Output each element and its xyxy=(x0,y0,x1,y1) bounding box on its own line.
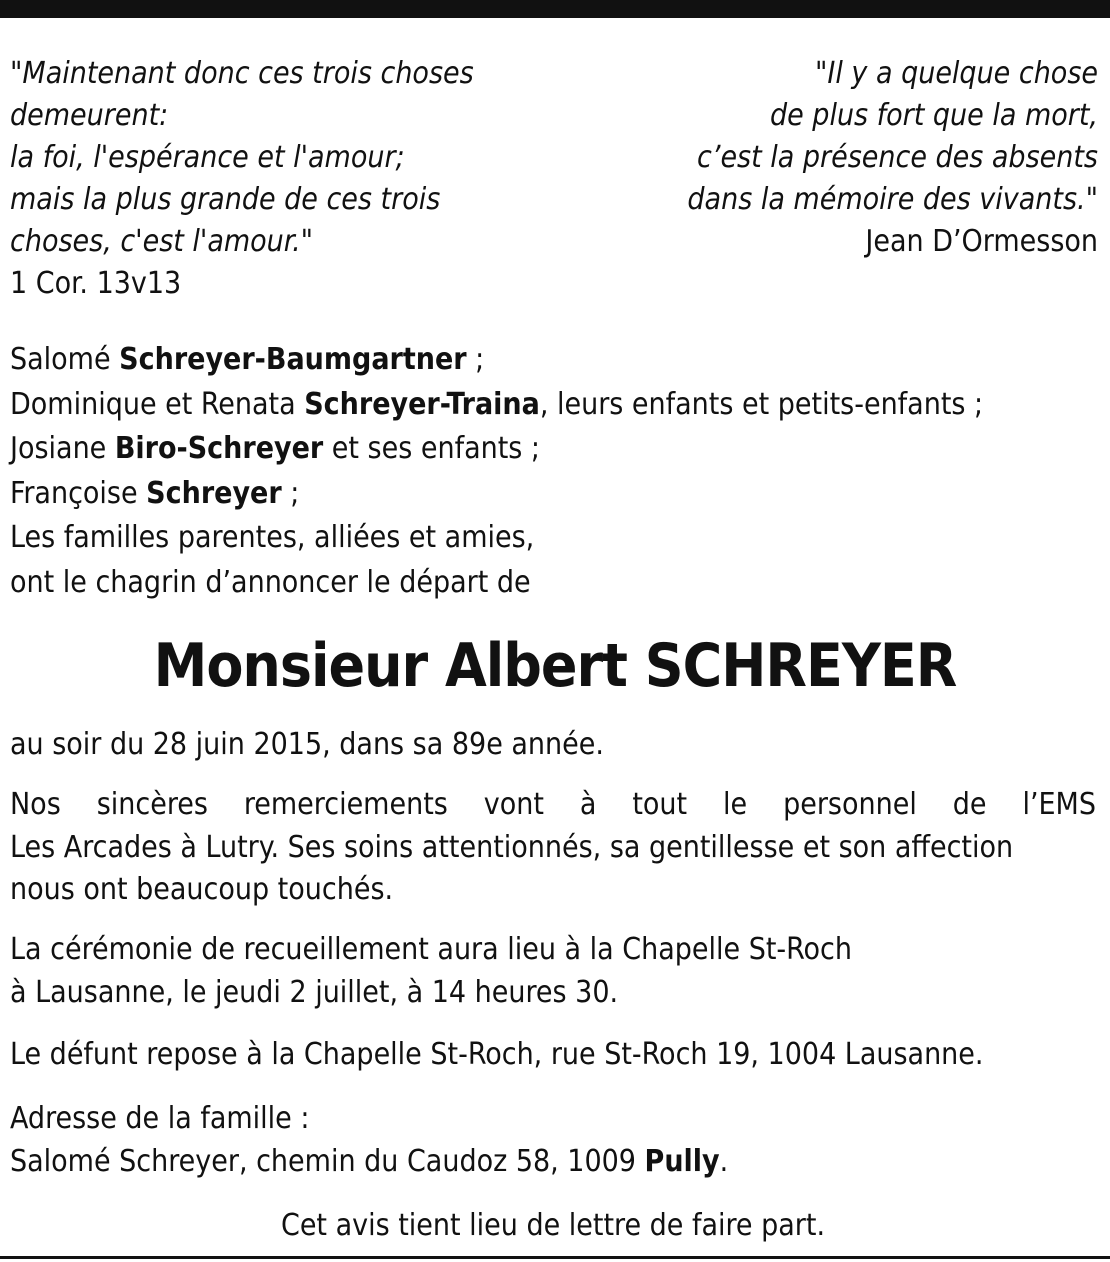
family-line: Dominique et Renata Schreyer-Traina, leurs enfants et petits-enfants ; xyxy=(10,386,984,422)
address-city: Pully xyxy=(644,1143,720,1179)
ceremony-line: à Lausanne, le jeudi 2 juillet, à 14 heures 30. xyxy=(10,974,619,1010)
quote-left-line: mais la plus grande de ces trois xyxy=(10,182,441,217)
thanks-paragraph xyxy=(10,784,1096,912)
quote-right-line: c’est la présence des absents xyxy=(697,140,1098,175)
top-border-rule xyxy=(0,0,1110,18)
family-line: Salomé Schreyer-Baumgartner ; xyxy=(10,342,485,377)
thanks-line: Nos sincères remerciements vont à tout le personnel de l’EMS xyxy=(10,787,1096,822)
family-line: Josiane Biro-Schreyer et ses enfants ; xyxy=(10,431,541,466)
quote-right-line: "Il y a quelque chose xyxy=(815,56,1098,91)
quote-left-line: demeurent: xyxy=(10,98,169,133)
thanks-line: Les Arcades à Lutry. Ses soins attentionnés, sa gentillesse et son affection xyxy=(10,829,1014,865)
dormesson-quote xyxy=(578,53,1098,263)
address-label: Adresse de la famille : xyxy=(10,1101,310,1136)
death-date: au soir du 28 juin 2015, dans sa 89e année. xyxy=(10,727,604,762)
quote-left-line: "Maintenant donc ces trois choses xyxy=(10,56,474,91)
family-line: Les familles parentes, alliées et amies, xyxy=(10,520,535,555)
ceremony-paragraph xyxy=(10,929,1096,1014)
ceremony-line: La cérémonie de recueillement aura lieu à la Chapelle St-Roch xyxy=(10,932,853,967)
bible-reference: 1 Cor. 13v13 xyxy=(10,266,182,301)
closing-note: Cet avis tient lieu de lettre de faire part. xyxy=(280,1208,826,1243)
family-list xyxy=(10,338,1100,605)
bible-quote xyxy=(10,53,570,305)
family-line: ont le chagrin d’annoncer le départ de xyxy=(10,564,531,600)
quote-right-line: dans la mémoire des vivants." xyxy=(687,182,1098,217)
address-line: Salomé Schreyer, chemin du Caudoz 58, 1009 Pully. xyxy=(10,1143,729,1179)
deceased-name: Monsieur Albert SCHREYER xyxy=(153,631,957,701)
family-line: Françoise Schreyer ; xyxy=(10,475,300,511)
bottom-border-rule xyxy=(0,1256,1110,1259)
thanks-line: nous ont beaucoup touchés. xyxy=(10,872,394,907)
quote-left-line: choses, c'est l'amour." xyxy=(10,224,314,259)
repose-paragraph: Le défunt repose à la Chapelle St-Roch, rue St-Roch 19, 1004 Lausanne. xyxy=(10,1037,984,1072)
quote-author: Jean D’Ormesson xyxy=(865,224,1098,259)
family-address xyxy=(10,1098,1096,1183)
quote-left-line: la foi, l'espérance et l'amour; xyxy=(10,140,405,175)
quote-right-line: de plus fort que la mort, xyxy=(769,98,1098,133)
